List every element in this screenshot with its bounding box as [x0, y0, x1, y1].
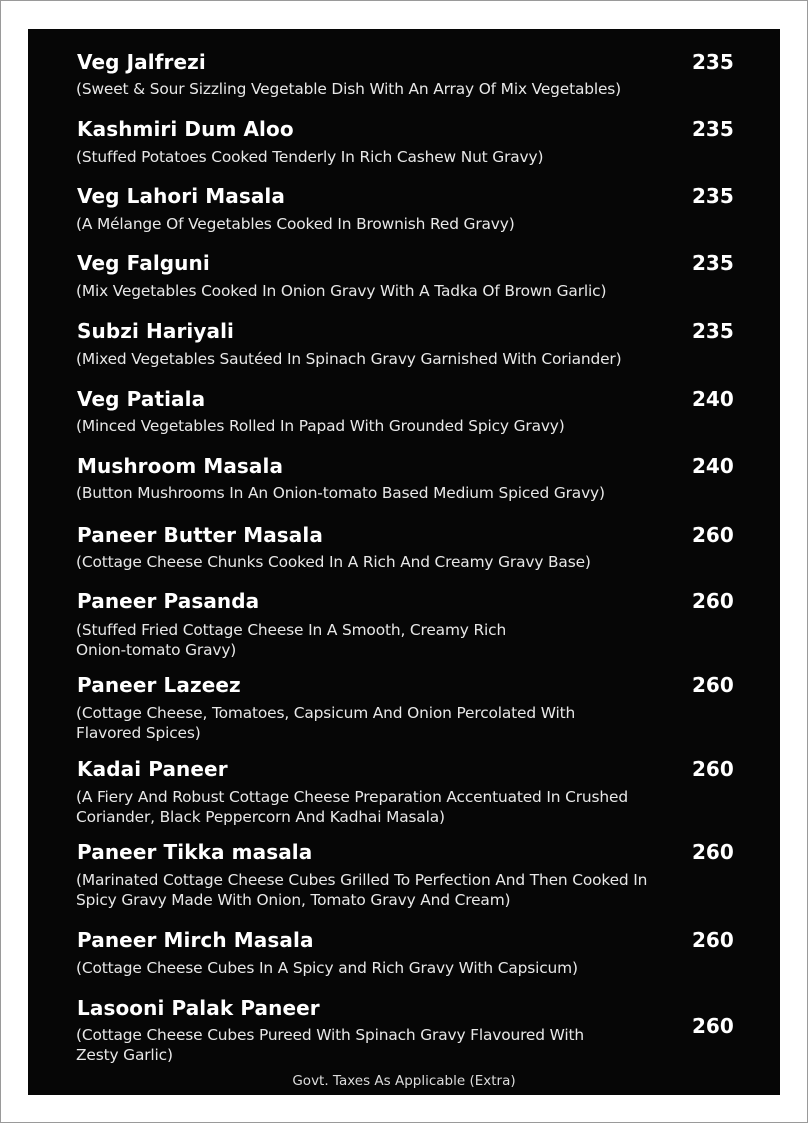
item-price: 260	[692, 757, 734, 781]
item-description: (Sweet & Sour Sizzling Vegetable Dish With An Array Of Mix Vegetables)	[76, 80, 622, 98]
item-description: (Cottage Cheese Cubes In A Spicy and Rich Gravy With Capsicum)	[76, 959, 578, 977]
item-name: Subzi Hariyali	[77, 319, 235, 343]
item-name: Lasooni Palak Paneer	[77, 996, 320, 1020]
item-description: (Button Mushrooms In An Onion-tomato Based Medium Spiced Gravy)	[76, 484, 605, 502]
item-price: 235	[692, 50, 734, 74]
item-name: Veg Patiala	[77, 387, 206, 411]
item-name: Veg Falguni	[77, 251, 210, 275]
item-name: Mushroom Masala	[77, 454, 284, 478]
item-description: (Mix Vegetables Cooked In Onion Gravy With A Tadka Of Brown Garlic)	[76, 282, 607, 300]
item-price: 260	[692, 928, 734, 952]
item-description: (Cottage Cheese Cubes Pureed With Spinach Gravy Flavoured With Zesty Garlic)	[76, 1026, 584, 1064]
item-name: Paneer Butter Masala	[77, 523, 323, 547]
item-price: 260	[692, 589, 734, 613]
item-name: Paneer Tikka masala	[77, 840, 313, 864]
item-name: Paneer Lazeez	[77, 673, 241, 697]
item-description: (Cottage Cheese, Tomatoes, Capsicum And Onion Percolated With Flavored Spices)	[76, 704, 576, 742]
tax-note: Govt. Taxes As Applicable (Extra)	[292, 1073, 516, 1089]
item-description: (Minced Vegetables Rolled In Papad With Grounded Spicy Gravy)	[76, 417, 565, 435]
item-name: Paneer Mirch Masala	[77, 928, 314, 952]
menu-panel	[28, 29, 780, 1095]
item-description: (Stuffed Fried Cottage Cheese In A Smooth, Creamy Rich Onion-tomato Gravy)	[76, 621, 507, 659]
item-description: (Stuffed Potatoes Cooked Tenderly In Rich Cashew Nut Gravy)	[76, 148, 544, 166]
item-price: 235	[692, 251, 734, 275]
item-price: 260	[692, 1014, 734, 1038]
item-name: Veg Lahori Masala	[77, 184, 285, 208]
item-name: Kashmiri Dum Aloo	[77, 117, 294, 141]
item-description: (Cottage Cheese Chunks Cooked In A Rich And Creamy Gravy Base)	[76, 553, 591, 571]
item-description: (Marinated Cottage Cheese Cubes Grilled To Perfection And Then Cooked In Spicy Gravy Made With Onion, Tomato Gravy And Cream)	[76, 871, 648, 909]
item-description: (Mixed Vegetables Sautéed In Spinach Gravy Garnished With Coriander)	[76, 350, 622, 368]
item-price: 240	[692, 454, 734, 478]
item-name: Kadai Paneer	[77, 757, 228, 781]
item-name: Paneer Pasanda	[77, 589, 260, 613]
item-price: 260	[692, 523, 734, 547]
item-price: 235	[692, 319, 734, 343]
item-price: 240	[692, 387, 734, 411]
item-price: 235	[692, 184, 734, 208]
item-price: 235	[692, 117, 734, 141]
item-name: Veg Jalfrezi	[77, 50, 206, 74]
item-description: (A Fiery And Robust Cottage Cheese Preparation Accentuated In Crushed Coriander, Black Peppercorn And Kadhai Masala)	[76, 788, 628, 826]
item-description: (A Mélange Of Vegetables Cooked In Brownish Red Gravy)	[76, 215, 515, 233]
item-price: 260	[692, 840, 734, 864]
item-price: 260	[692, 673, 734, 697]
